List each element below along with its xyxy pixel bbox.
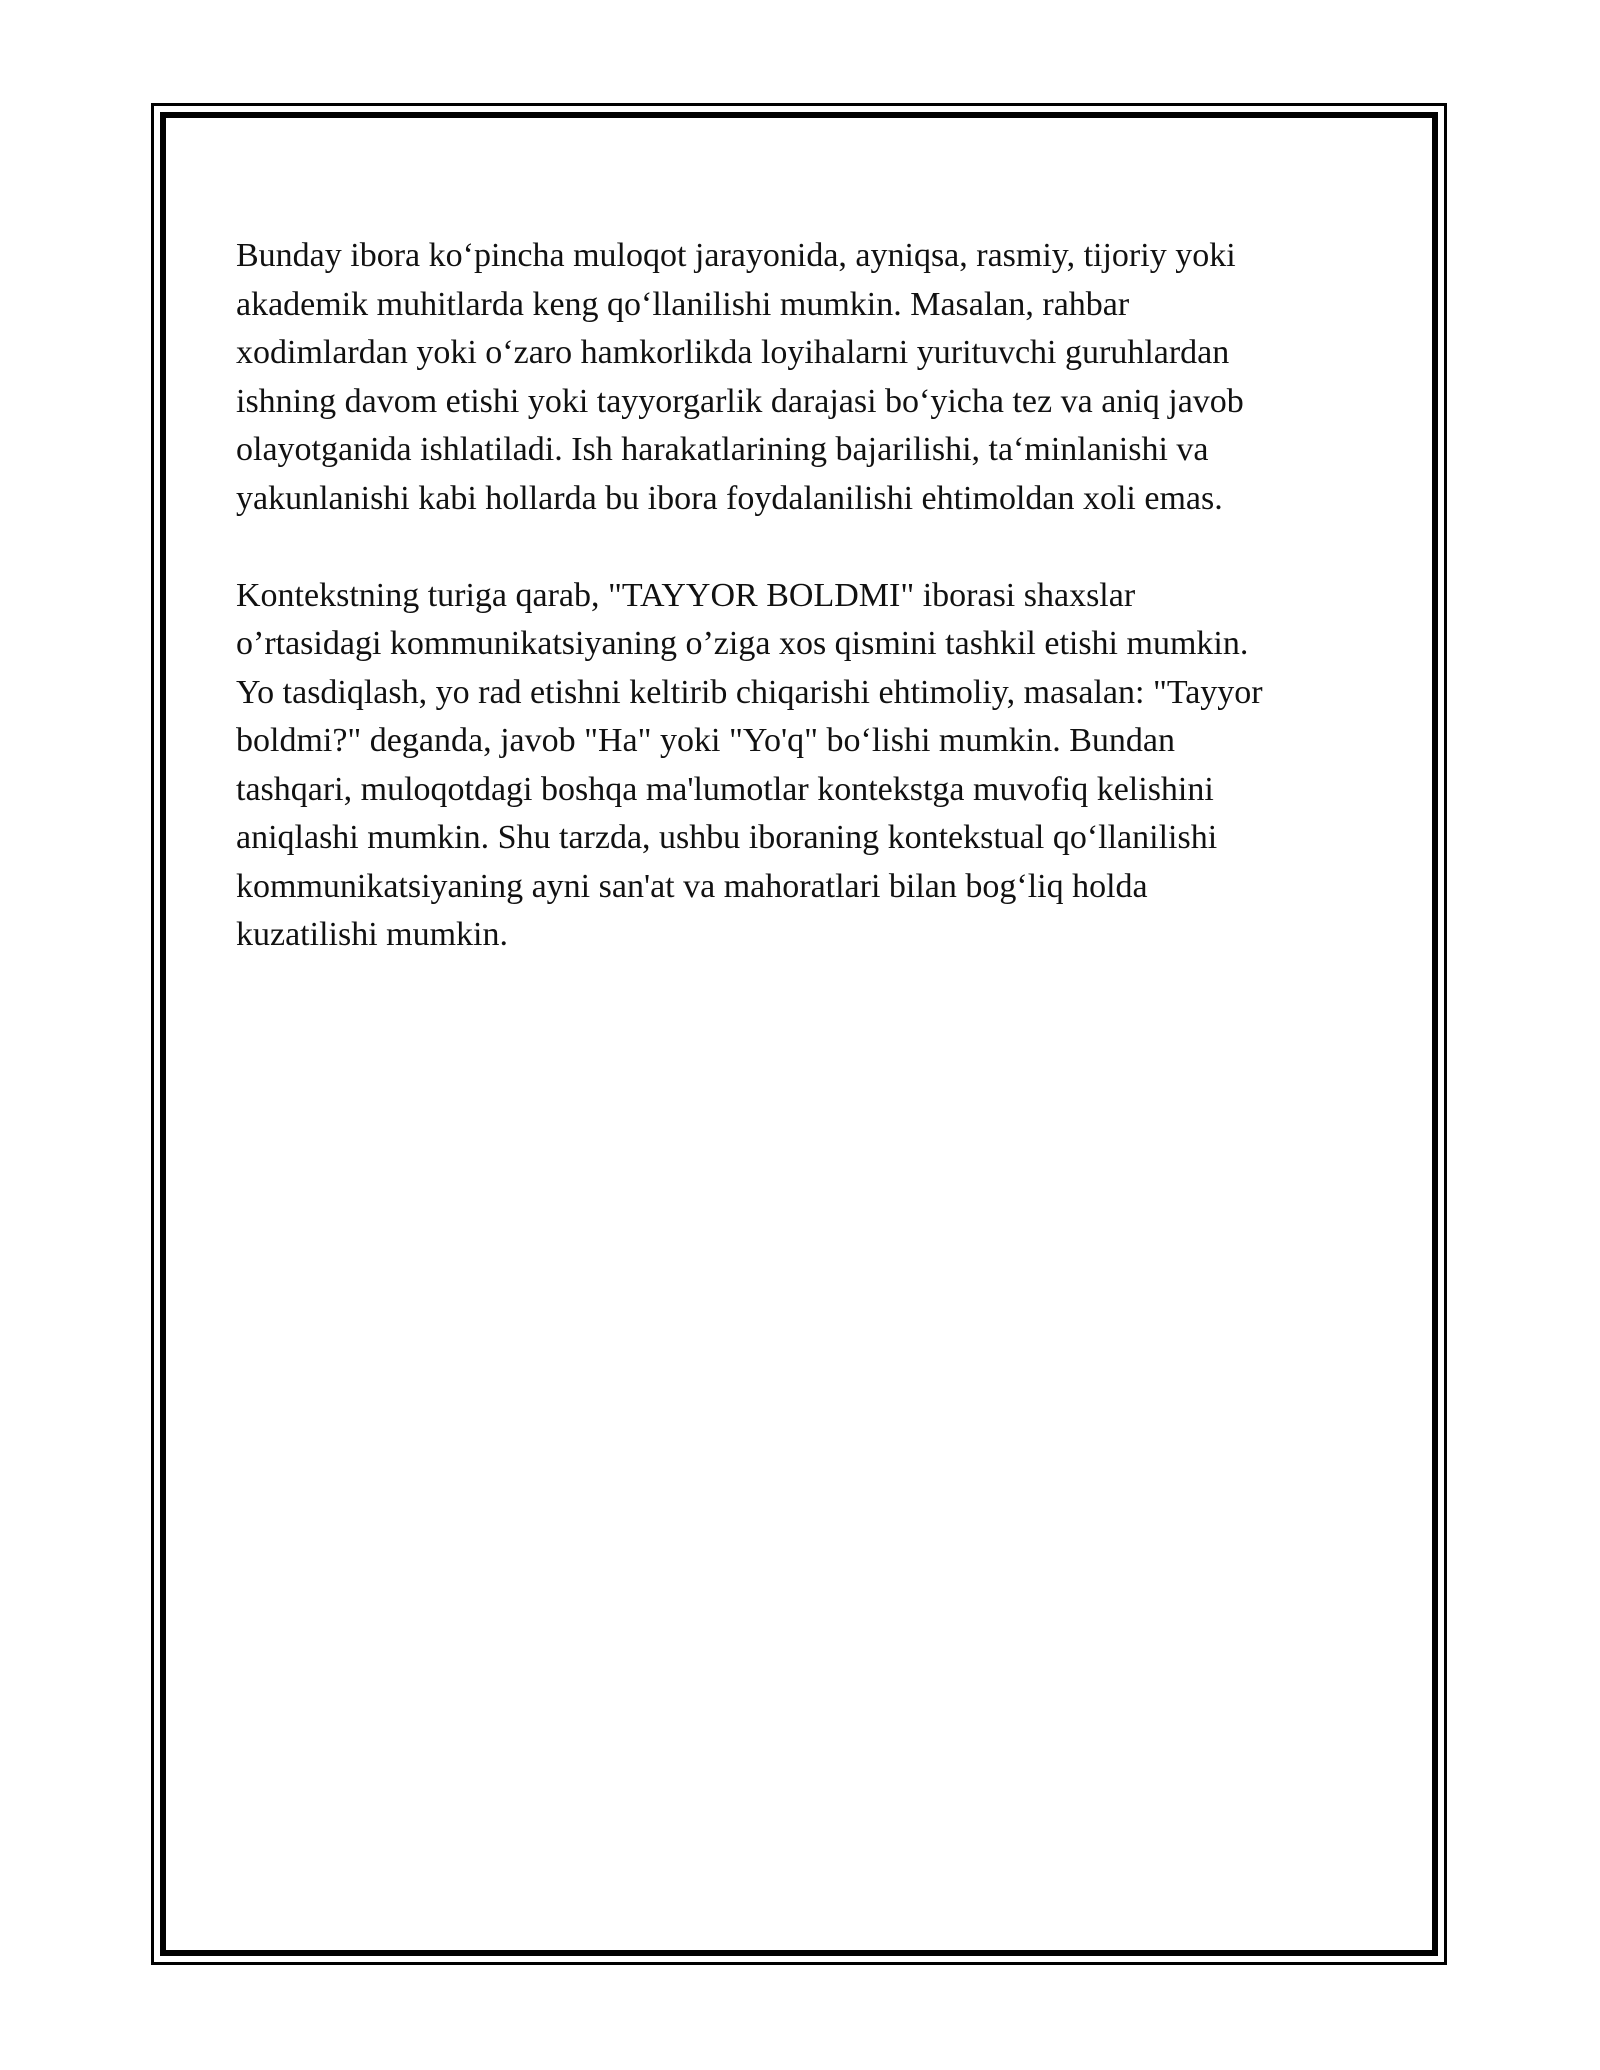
text-line: yakunlanishi kabi hollarda bu ibora foydalanilishi ehtimoldan xoli emas. — [236, 479, 1223, 517]
text-line: akademik muhitlarda keng qoʻllanilishi mumkin. Masalan, rahbar — [236, 285, 1130, 323]
text-line: kuzatilishi mumkin. — [236, 916, 508, 953]
text-line: olayotganida ishlatiladi. Ish harakatlarining bajarilishi, taʻminlanishi va — [236, 431, 1209, 468]
text-line: boldmi?" deganda, javob "Ha" yoki "Yo'q" boʻlishi mumkin. Bundan — [236, 722, 1176, 759]
document-body — [236, 232, 1366, 1008]
text-line: Bunday ibora koʻpincha muloqot jarayonida, ayniqsa, rasmiy, tijoriy yoki — [236, 237, 1236, 274]
text-line: o’rtasidagi kommunikatsiyaning o’ziga xos qismini tashkil etishi mumkin. — [236, 625, 1249, 662]
text-line: xodimlardan yoki oʻzaro hamkorlikda loyihalarni yurituvchi guruhlardan — [236, 334, 1230, 371]
paragraph-2 — [236, 572, 1366, 960]
text-line: tashqari, muloqotdagi boshqa ma'lumotlar kontekstga muvofiq kelishini — [236, 770, 1214, 808]
text-line: Yo tasdiqlash, yo rad etishni keltirib chiqarishi ehtimoliy, masalan: "Tayyor — [236, 673, 1263, 711]
text-line: Kontekstning turiga qarab, "TAYYOR BOLDMI" iborasi shaxslar — [236, 576, 1136, 614]
paragraph-1 — [236, 232, 1366, 523]
text-line: kommunikatsiyaning ayni san'at va mahoratlari bilan bogʻliq holda — [236, 867, 1148, 905]
text-line: aniqlashi mumkin. Shu tarzda, ushbu iboraning kontekstual qoʻllanilishi — [236, 819, 1218, 856]
text-line: ishning davom etishi yoki tayyorgarlik darajasi boʻyicha tez va aniq javob — [236, 382, 1244, 420]
